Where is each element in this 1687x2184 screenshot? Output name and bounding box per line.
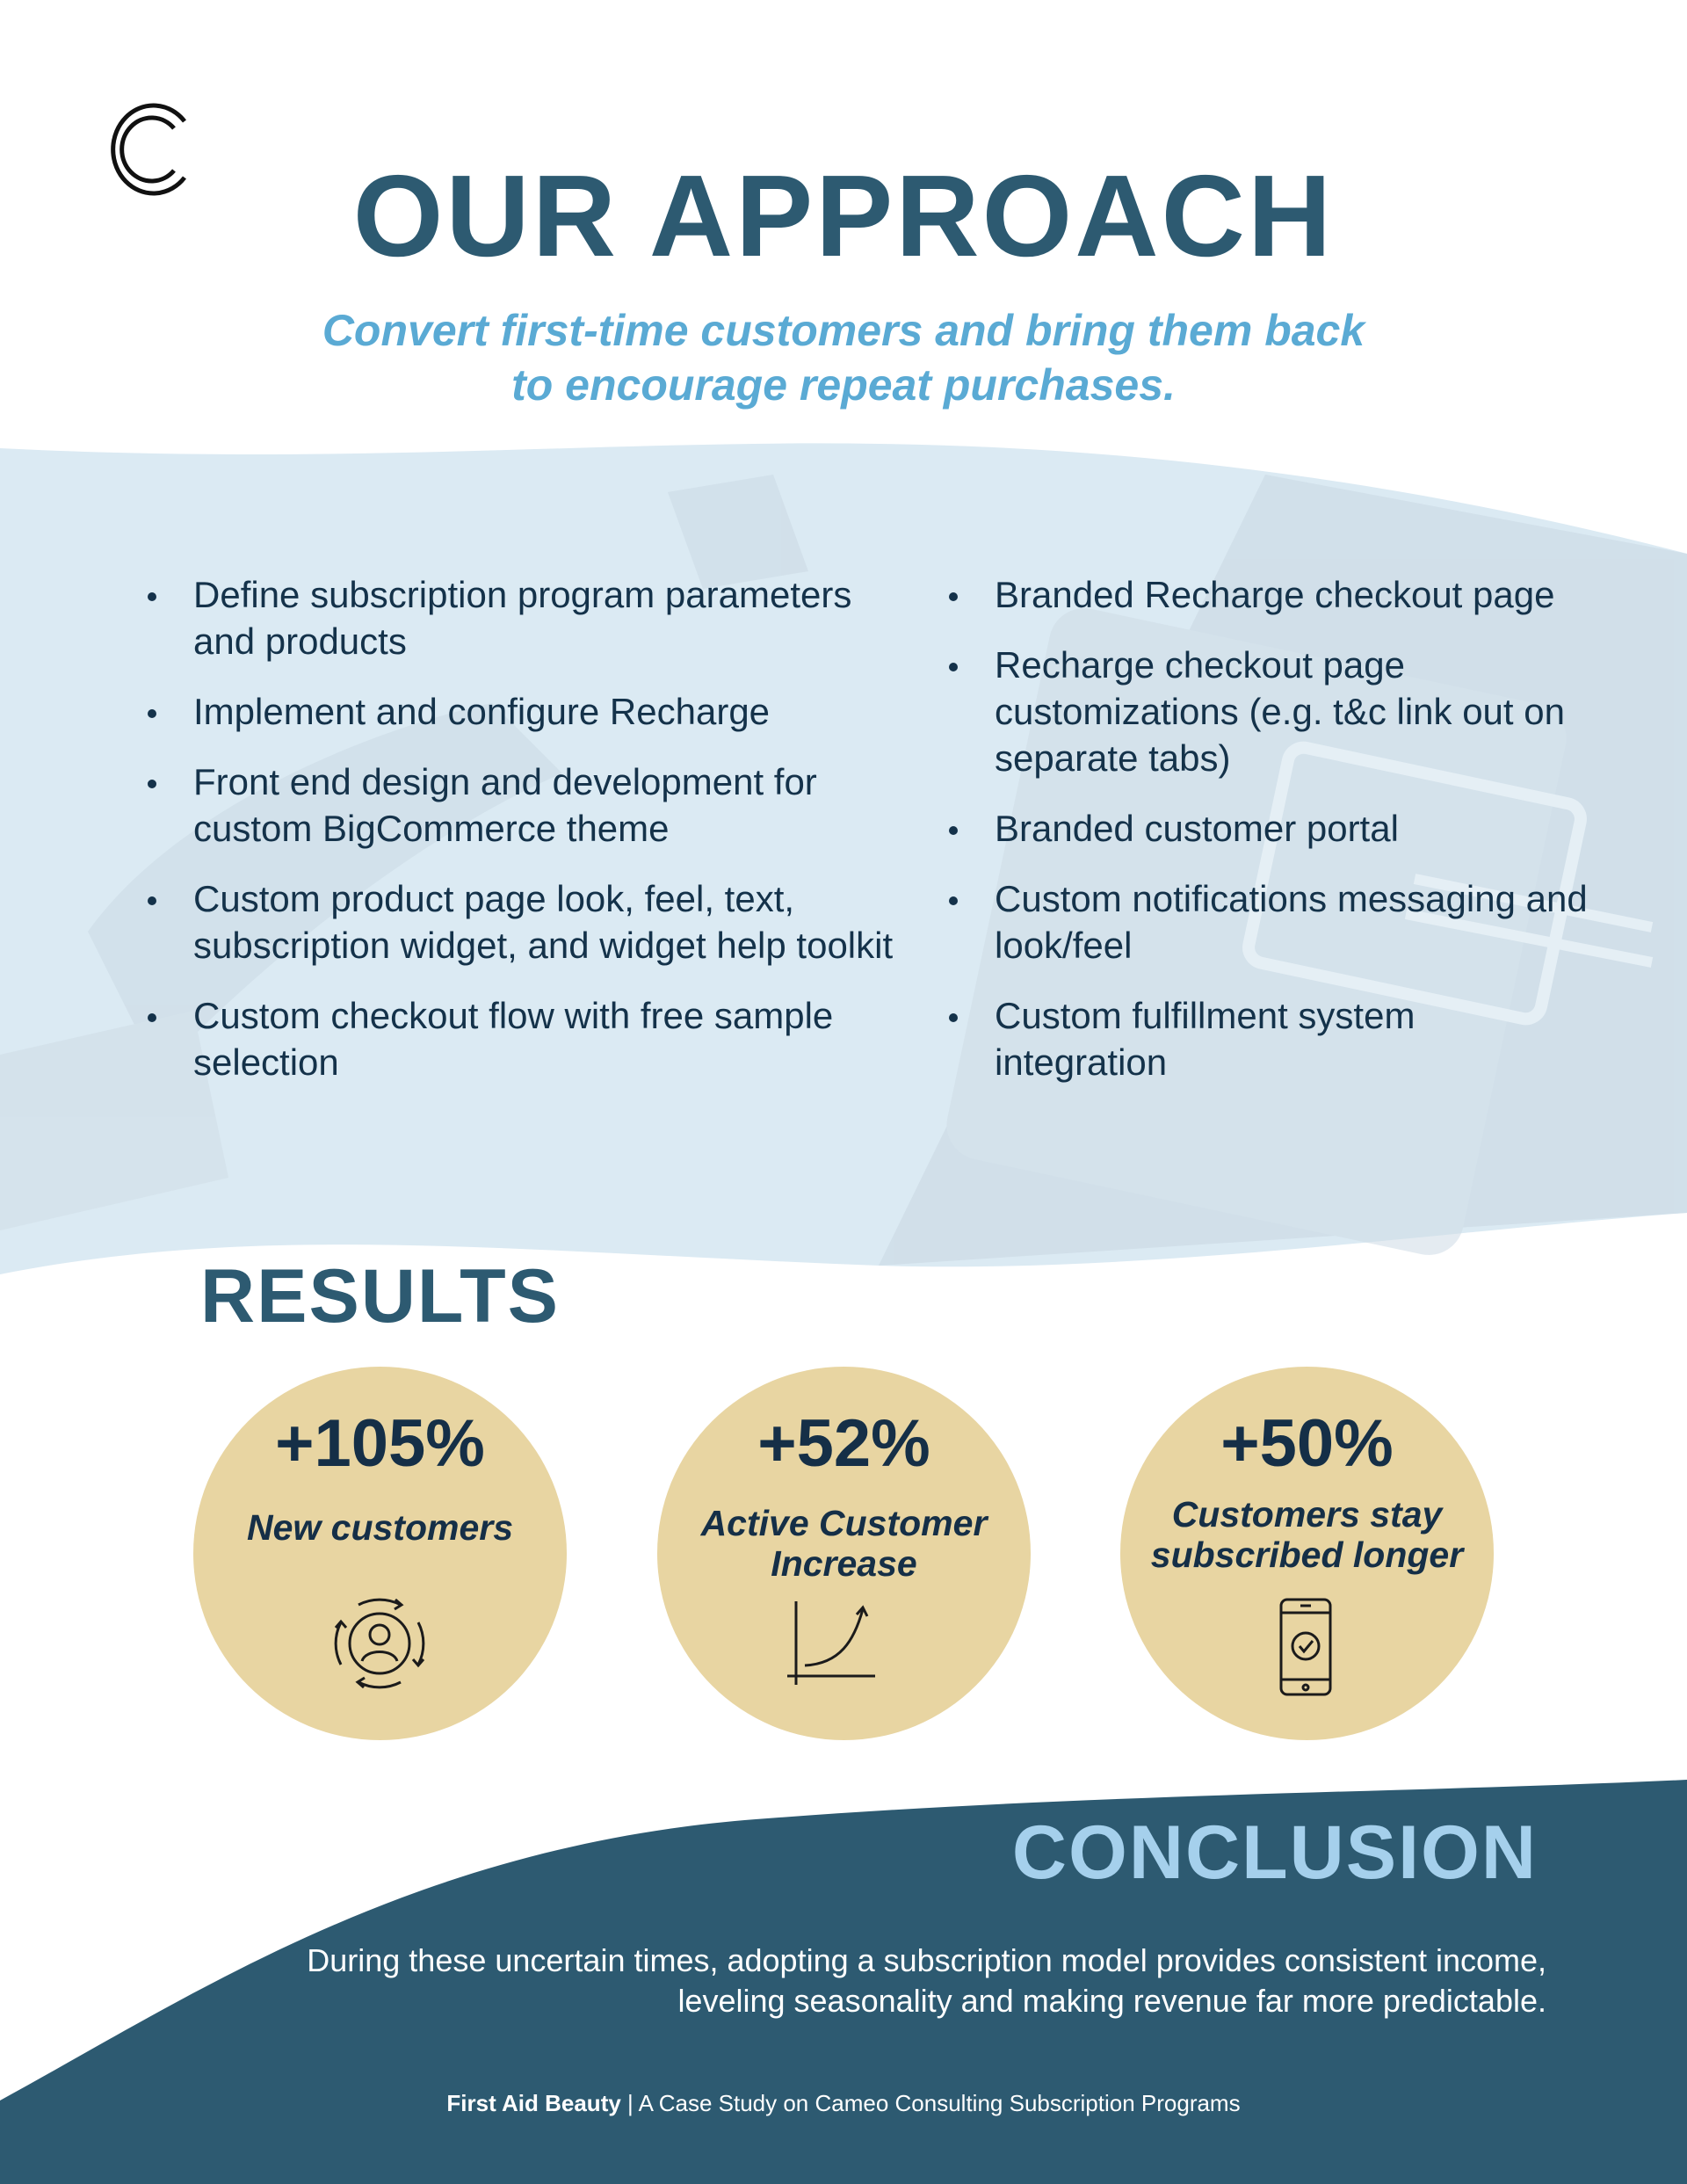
stat-label: Customers stay subscribed longer [1150,1494,1464,1575]
stat-circle-new-customers [193,1367,567,1740]
list-item: Define subscription program parameters and products [142,571,898,664]
list-item: Custom fulfillment system integration [944,992,1594,1085]
phone-check-icon [1276,1597,1337,1698]
footer [0,2090,1687,2117]
growth-chart-icon [787,1597,884,1694]
subtitle-line-1: Convert first-time customers and bring them back [322,306,1365,355]
conclusion-heading: CONCLUSION [1011,1810,1538,1895]
customer-cycle-icon [327,1591,432,1696]
list-item: Front end design and development for custom BigCommerce theme [142,758,898,852]
list-item: Recharge checkout page customizations (e.g. t&c link out on separate tabs) [944,642,1594,781]
approach-list-right [944,571,1594,1109]
list-item: Custom product page look, feel, text, subscription widget, and widget help toolkit [142,875,898,969]
approach-list-left [142,571,898,1109]
stat-value: +50% [1220,1406,1394,1481]
stat-label: New customers [246,1507,514,1548]
stat-label: Active Customer Increase [700,1503,988,1584]
page-subtitle [316,303,1371,412]
page-title: OUR APPROACH [352,151,1335,280]
subtitle-line-2: to encourage repeat purchases. [511,360,1176,410]
list-item: Custom notifications messaging and look/feel [944,875,1594,969]
list-item: Branded customer portal [944,805,1594,852]
stat-circle-subscribed-longer [1120,1367,1494,1740]
list-item: Custom checkout flow with free sample selection [142,992,898,1085]
list-item: Branded Recharge checkout page [944,571,1594,618]
conclusion-text: During these uncertain times, adopting a subscription model provides consistent income, leveling seasonality and making revenue far more predictable. [307,1942,1546,2019]
footer-brand: First Aid Beauty [446,2090,621,2116]
footer-text: | A Case Study on Cameo Consulting Subscription Programs [620,2090,1241,2116]
stat-value: +52% [757,1406,930,1481]
stat-circle-active-customers [657,1367,1031,1740]
stat-value: +105% [275,1406,485,1481]
list-item: Implement and configure Recharge [142,688,898,735]
results-heading: RESULTS [200,1254,560,1339]
